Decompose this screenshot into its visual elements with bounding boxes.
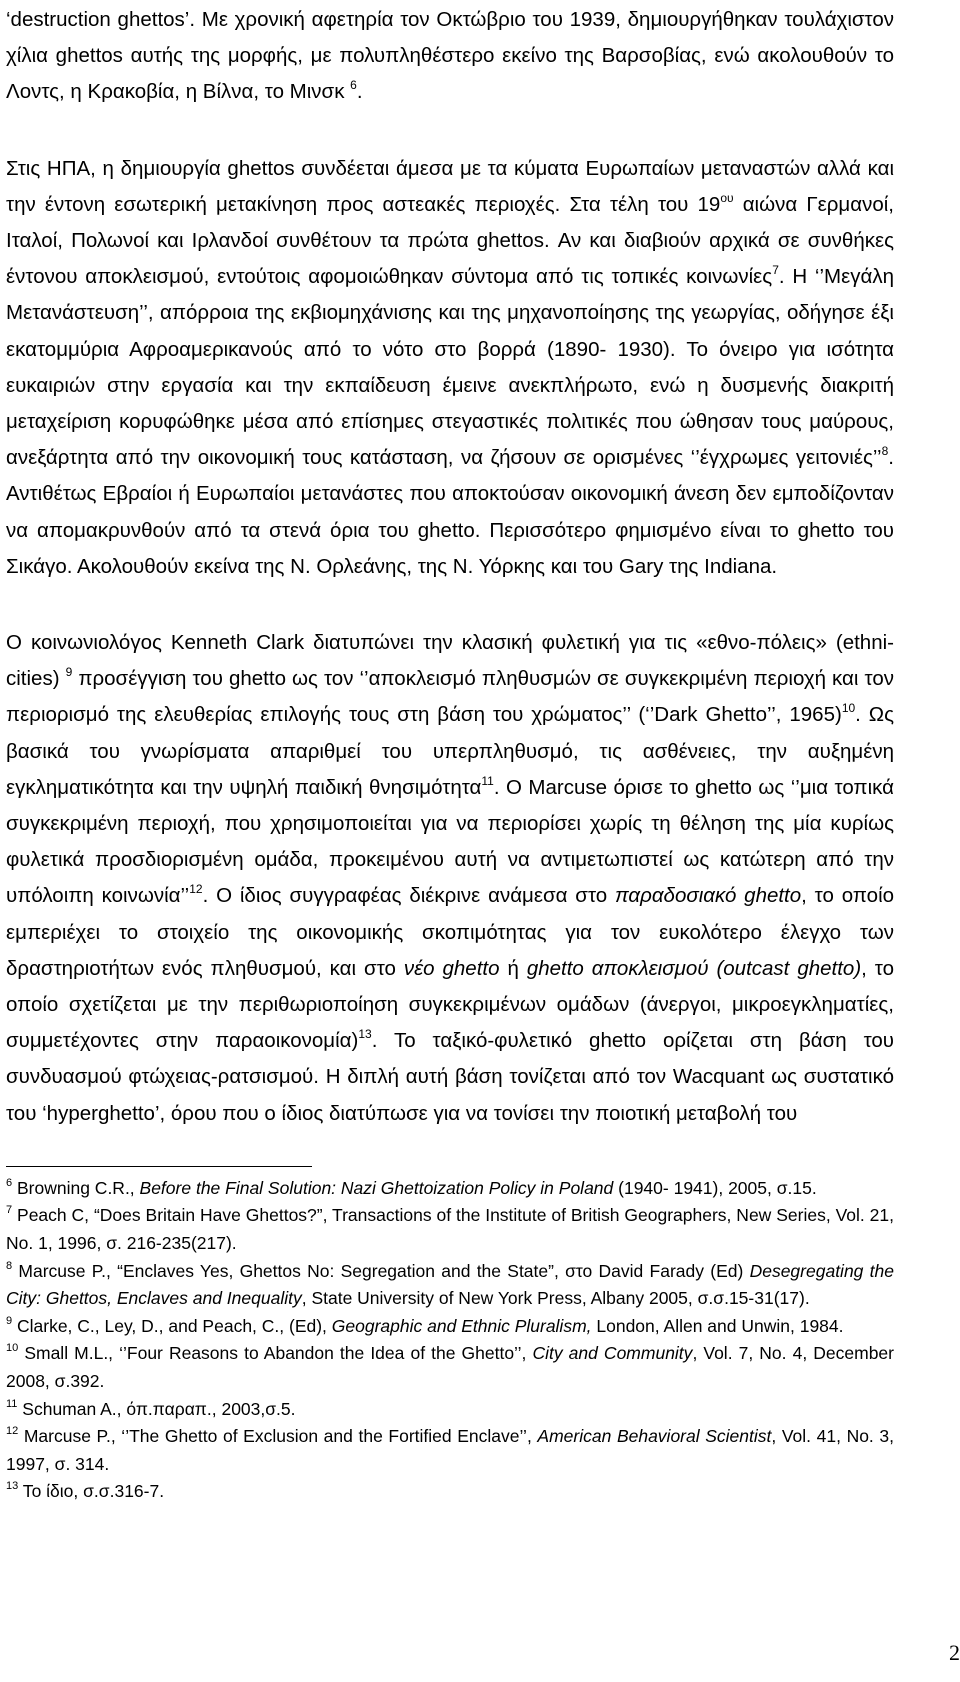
text-run: .: [356, 80, 363, 104]
text-run: (1940- 1941), 2005, σ.15.: [613, 1177, 817, 1198]
text-run: Peach C, “Does Britain Have Ghettos?”, Transactions of the Institute of British Geographers, New Series, Vol. 21, No. 1, 1996, σ. 216-235(217).: [6, 1205, 894, 1254]
footnote-reference: 7: [6, 1204, 13, 1217]
text-run: . Ως βασικά του γνωρίσματα απαριθμεί του υπερπληθυσμό, τις ασθένειες, την αυξημένη εγκληματικότητα και την υψηλή παιδική θνησιμότητα: [6, 703, 894, 799]
footnote-reference: 13: [358, 1027, 372, 1042]
paragraph: [6, 2, 894, 111]
text-run: . Ο Marcuse όρισε το ghetto ως ‘’μια τοπικά συγκεκριμένη περιοχή, που χρησιμοποιείται για να περιορίσει χωρίς τη θέληση της μία κυρίως φυλετικά προσδιορισμένη ομάδα, προκειμένου αυτή να αντιμετωπιστεί ως κατώτερη από την υπόλοιπη κοινωνία’’: [6, 775, 894, 908]
text-run: . Το ταξικό-φυλετικό ghetto ορίζεται στη βάση του συνδυασμού φτώχειας-ρατσισμού. Η διπλή αυτή βάση τονίζεται από τον Wacquant ως συστατικό του ‘hyperghetto’, όρου που ο ίδιος διατύπωσε για να τονίσει την ποιοτική μεταβολή του: [6, 1029, 895, 1125]
footnote: [6, 1423, 894, 1478]
text-run: , το οποίο εμπεριέχει το στοιχείο της οικονομικής σκοπιμότητας για τον ευκολότερο έλεγχο των δραστηριοτήτων ενός πληθυσμού, και στο: [6, 884, 895, 980]
italic-text: νέο ghetto: [403, 956, 500, 980]
footnote-reference: 11: [481, 773, 494, 788]
text-run: Browning C.R.,: [12, 1177, 140, 1198]
italic-text: Desegregating the City: Ghettos, Enclaves and Inequality: [6, 1260, 894, 1309]
text-run: Το ίδιο, σ.σ.316-7.: [18, 1481, 165, 1502]
footnote-reference: 10: [6, 1342, 19, 1355]
footnote: [6, 1202, 894, 1257]
footnote: [6, 1340, 894, 1395]
text-run: Ο κοινωνιολόγος Kenneth Clark διατυπώνει την κλασική φυλετική για τις «εθνο-πόλεις» (ethni-cities): [6, 631, 894, 691]
text-run: , State University of New York Press, Albany 2005, σ.σ.15-31(17).: [301, 1288, 810, 1309]
page-number: 2: [949, 1640, 960, 1665]
text-run: αιώνα Γερμανοί, Ιταλοί, Πολωνοί και Ιρλανδοί συνθέτουν τα πρώτα ghettos. Αν και διαβιούν αρχικά σε συνθήκες έντονου αποκλεισμού, εντούτοις αφομοιώθηκαν σύντομα από τις τοπικές κοινωνίες: [6, 192, 894, 289]
footnote-reference: 10: [841, 701, 856, 716]
text-run: προσέγγιση του ghetto ως τον ‘’αποκλεισμό πληθυσμών σε συγκεκριμένη περιοχή και τον περιορισμό της ελευθερίας επιλογής τους στη βάση του χρώματος’’ (‘’Dark Ghetto’’, 1965): [6, 667, 894, 727]
text-run: Small M.L., ‘’Four Reasons to Abandon the Idea of the Ghetto’’,: [18, 1343, 533, 1364]
text-run: ή: [499, 956, 527, 980]
footnote-reference: ου: [720, 190, 734, 205]
text-run: , Vol. 7, No. 4, December 2008, σ.392.: [6, 1343, 894, 1392]
footnote: [6, 1396, 894, 1424]
footnote-reference: 9: [6, 1314, 13, 1327]
text-run: Clarke, C., Ley, D., and Peach, C., (Ed),: [12, 1315, 332, 1336]
text-run: , το οποίο σχετίζεται με την περιθωριοποίηση συγκεκριμένων ομάδων (άνεργοι, μικροεγκληματίες, συμμετέχοντες στην παραοικονομία): [6, 956, 895, 1053]
footnote-reference: 6: [350, 78, 357, 93]
footnote: [6, 1313, 894, 1341]
text-run: London, Allen and Unwin, 1984.: [591, 1315, 844, 1336]
footnote-reference: 9: [65, 665, 73, 680]
footnotes: [6, 1175, 894, 1506]
italic-text: Geographic and Ethnic Pluralism,: [331, 1315, 592, 1336]
text-run: ‘destruction ghettos’. Με χρονική αφετηρία τον Οκτώβριο του 1939, δημιουργήθηκαν τουλάχιστον χίλια ghettos αυτής της μορφής, με πολυπληθέστερο εκείνο της Βαρσοβίας, ενώ ακολουθούν το Λοντς, η Κρακοβία, η Βίλνα, το Μινσκ: [6, 8, 894, 104]
italic-text: Before the Final Solution: Nazi Ghettoization Policy in Poland: [139, 1177, 614, 1198]
italic-text: American Behavioral Scientist: [537, 1426, 772, 1447]
footnote-reference: 12: [6, 1425, 19, 1438]
footnote-reference: 7: [772, 263, 779, 278]
footnote-reference: 11: [6, 1397, 18, 1410]
footnote-reference: 13: [6, 1480, 19, 1493]
text-run: Schuman A., όπ.παραπ., 2003,σ.5.: [17, 1398, 296, 1419]
footnote: [6, 1175, 894, 1203]
footnote-reference: 8: [6, 1259, 13, 1272]
text-run: Marcuse P., “Enclaves Yes, Ghettos No: Segregation and the State”, στο David Farady (Ed): [12, 1260, 750, 1281]
paragraph: [6, 151, 894, 585]
paragraph: [6, 625, 894, 1132]
footnote: [6, 1258, 894, 1313]
body-text: [6, 2, 894, 1132]
footnote-reference: 6: [6, 1176, 13, 1189]
text-run: . Ο ίδιος συγγραφέας διέκρινε ανάμεσα στο: [202, 884, 615, 908]
text-run: . Η ‘’Μεγάλη Μετανάστευση’’, απόρροια της εκβιομηχάνισης και της μηχανοποίησης της γεωργίας, οδήγησε έξι εκατομμύρια Αφροαμερικανούς από το νότο στο βορρά (1890- 1930). Το όνειρο για ισότητα ευκαιριών στην εργασία και την εκπαίδευση έμεινε ανεκπλήρωτο, ενώ η δυσμενής διακριτή μεταχείριση κορυφώθηκε μέσα από επίσημες στεγαστικές πολιτικές που ώθησαν τους μαύρους, ανεξάρτητα από την οικονομική τους κατάσταση, να ζήσουν σε ορισμένες ‘’έγχρωμες γειτονιές’’: [6, 265, 895, 470]
italic-text: παραδοσιακό ghetto: [614, 884, 802, 908]
text-run: Στις ΗΠΑ, η δημιουργία ghettos συνδέεται άμεσα με τα κύματα Ευρωπαίων μεταναστών αλλά και την έντονη εσωτερική μετακίνηση προς αστεακές περιοχές. Στα τέλη του 19: [6, 156, 894, 216]
italic-text: City and Community: [532, 1343, 693, 1364]
text-run: Marcuse P., ‘’The Ghetto of Exclusion and the Fortified Enclave’’,: [18, 1426, 538, 1447]
text-run: , Vol. 41, No. 3, 1997, σ. 314.: [6, 1426, 894, 1474]
italic-text: ghetto αποκλεισμού (outcast ghetto): [526, 956, 862, 980]
footnote-reference: 8: [881, 444, 889, 459]
footnote-reference: 12: [189, 882, 203, 897]
footnote-separator: [6, 1166, 312, 1167]
footnote: [6, 1478, 894, 1506]
text-run: . Αντιθέτως Εβραίοι ή Ευρωπαίοι μετανάστες που αποκτούσαν οικονομική άνεση δεν εμποδίζονταν να απομακρυνθούν από τα στενά όρια του ghetto. Περισσότερο φημισμένο είναι το ghetto του Σικάγο. Ακολουθούν εκείνα της Ν. Ορλεάνης, της Ν. Υόρκης και του Gary της Indiana.: [6, 446, 894, 578]
document-page: [6, 0, 894, 1506]
